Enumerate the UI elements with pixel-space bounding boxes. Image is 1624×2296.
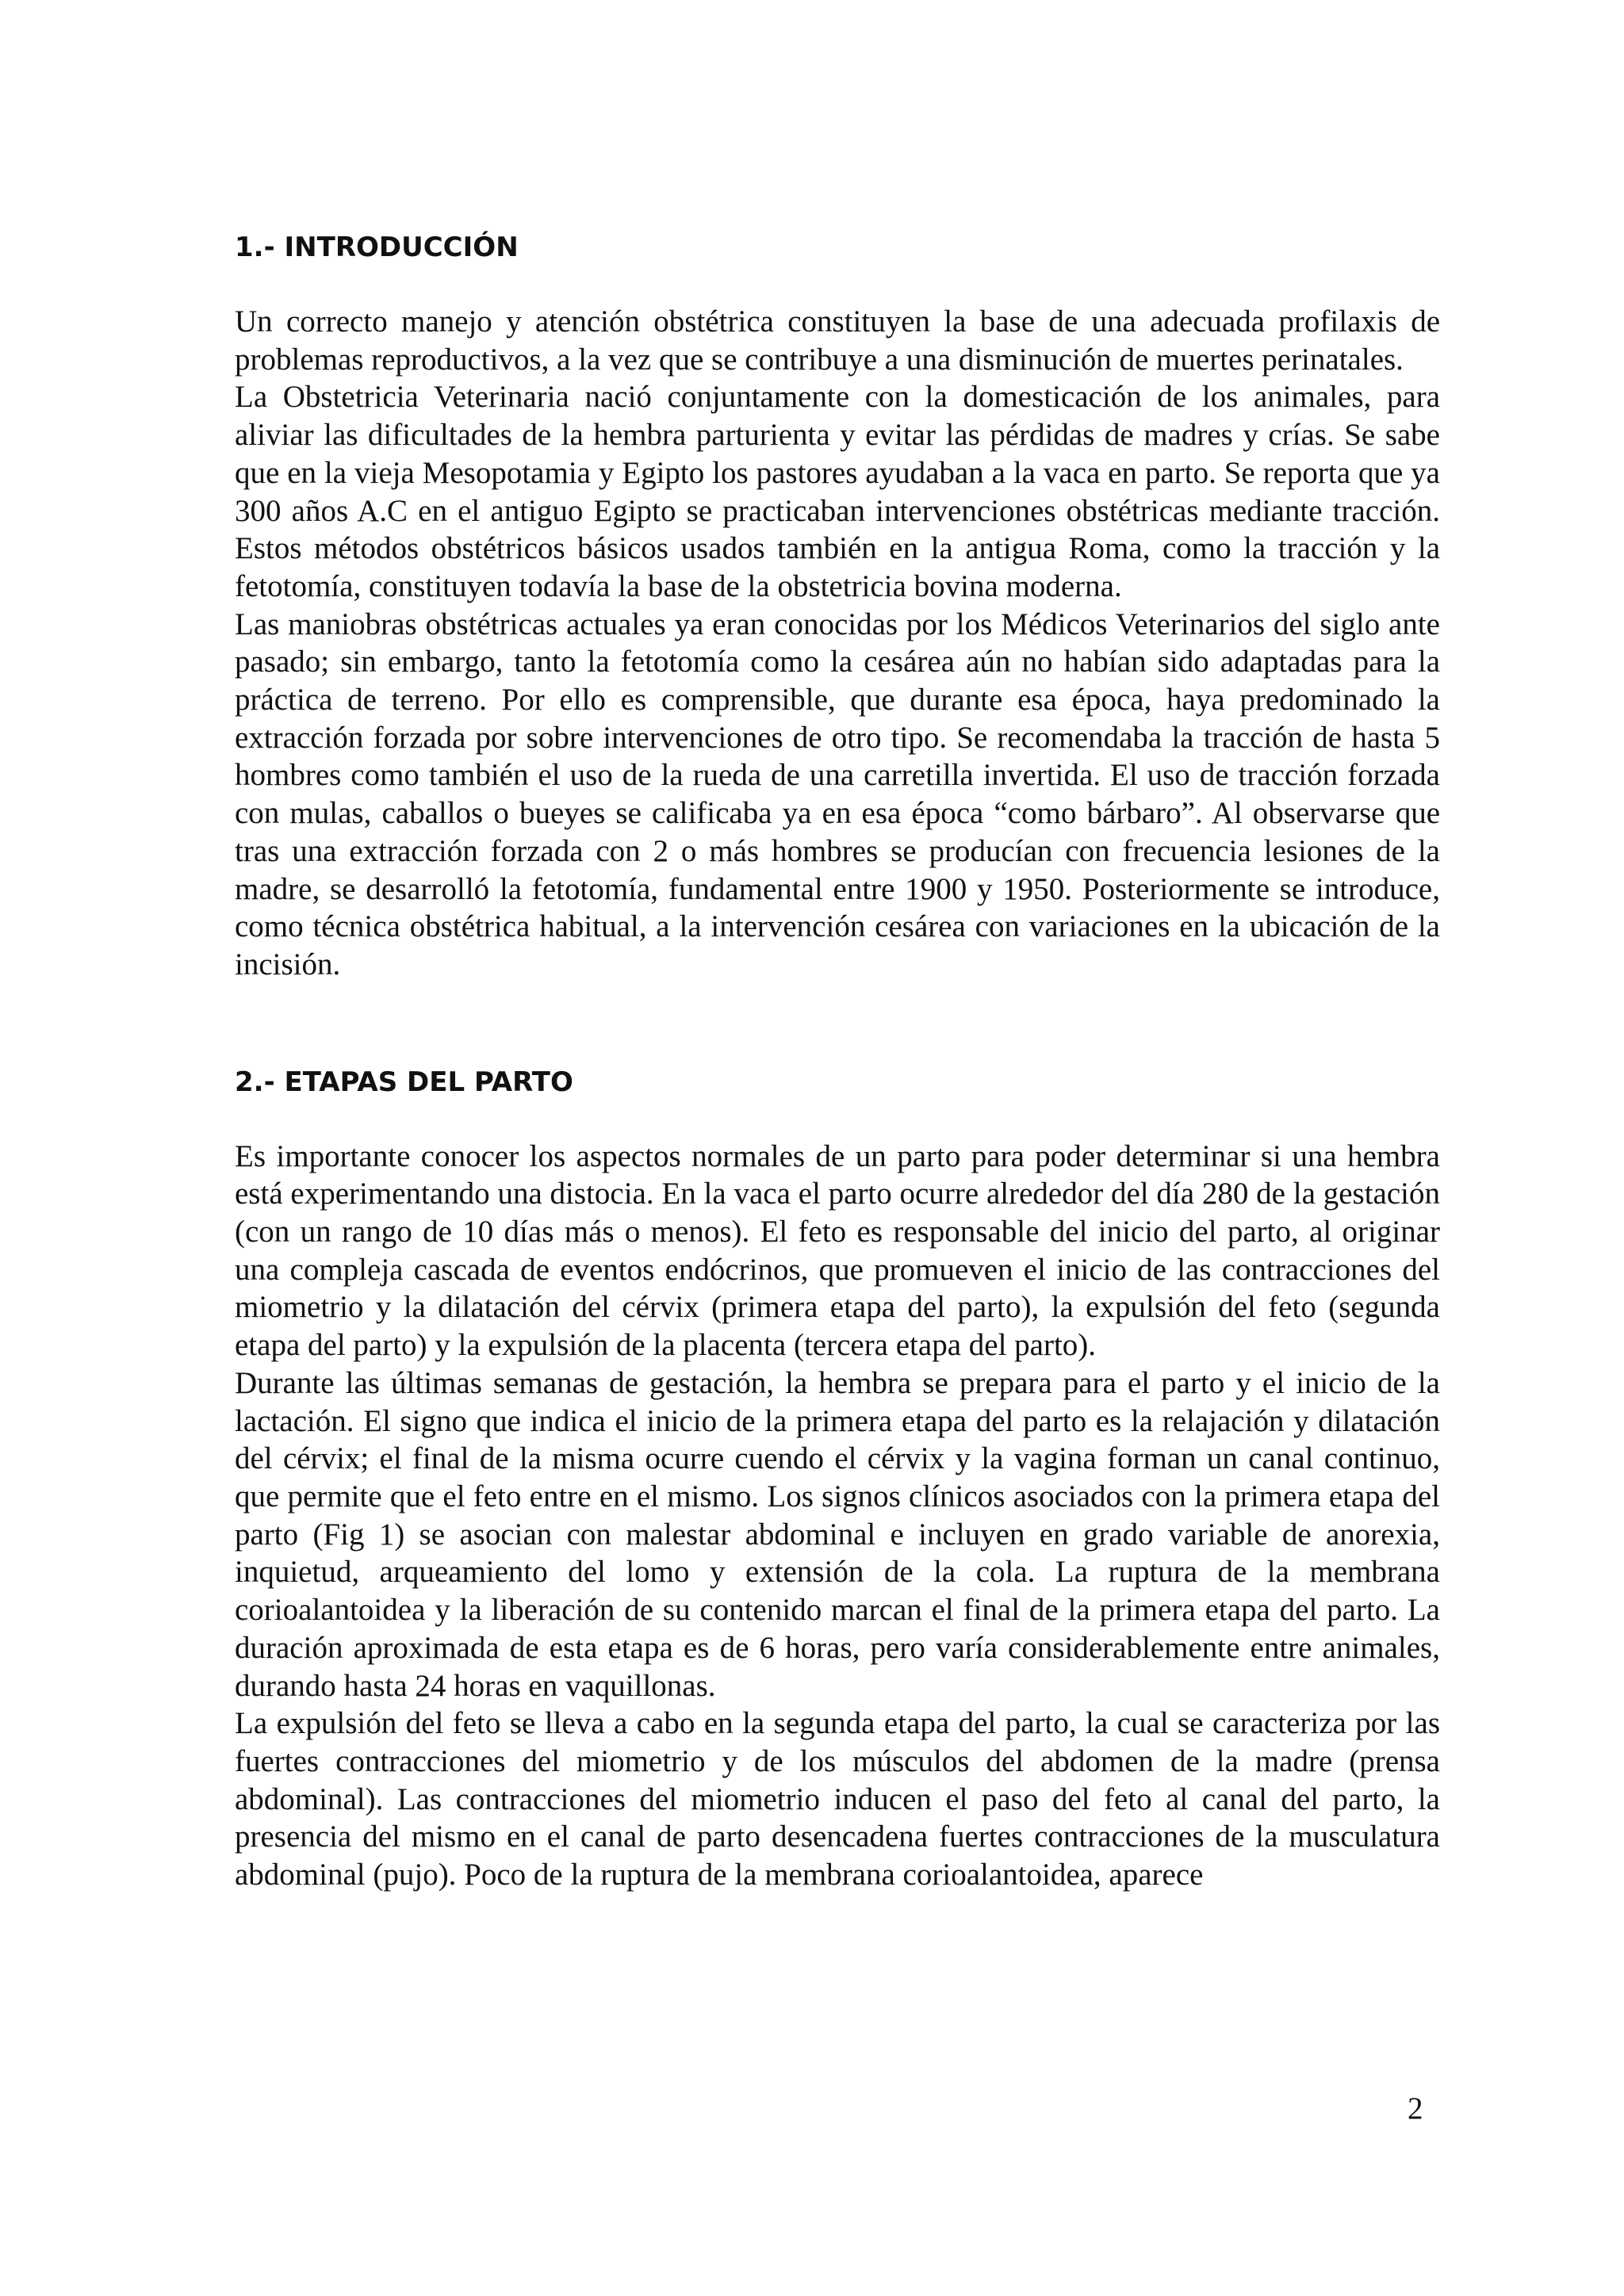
paragraph: La expulsión del feto se lleva a cabo en la segunda etapa del parto, la cual se caracteriza por las fuertes contracciones del miometrio y de los músculos del abdomen de la madre (prensa abdominal). Las contracciones del miometrio inducen el paso del feto al canal del parto, la presencia del mismo en el canal de parto desencadena fuertes contracciones de la musculatura abdominal (pujo). Poco de la ruptura de la membrana corioalantoidea, aparece bbox=[235, 1706, 1440, 1892]
paragraph: Un correcto manejo y atención obstétrica constituyen la base de una adecuada profilaxis de problemas reproductivos, a la vez que se contribuye a una disminución de muertes perinatales. bbox=[235, 304, 1440, 377]
section-body bbox=[235, 303, 1440, 984]
section-introduccion bbox=[235, 228, 1440, 984]
section-etapas-del-parto bbox=[235, 1063, 1440, 1894]
paragraph: Durante las últimas semanas de gestación, la hembra se prepara para el parto y el inicio de la lactación. El signo que indica el inicio de la primera etapa del parto es la relajación y dilatación del cérvix; el final de la misma ocurre cuendo el cérvix y la vagina forman un canal continuo, que permite que el feto entre en el mismo. Los signos clínicos asociados con la primera etapa del parto (Fig 1) se asocian con malestar abdominal e incluyen en grado variable de anorexia, inquietud, arqueamiento del lomo y extensión de la cola. La ruptura de la membrana corioalantoidea y la liberación de su contenido marcan el final de la primera etapa del parto. La duración aproximada de esta etapa es de 6 horas, pero varía considerablemente entre animales, durando hasta 24 horas en vaquillonas. bbox=[235, 1365, 1440, 1703]
paragraph: La Obstetricia Veterinaria nació conjuntamente con la domesticación de los animales, para aliviar las dificultades de la hembra parturienta y evitar las pérdidas de madres y crías. Se sabe que en la vieja Mesopotamia y Egipto los pastores ayudaban a la vaca en parto. Se reporta que ya 300 años A.C en el antiguo Egipto se practicaban intervenciones obstétricas mediante tracción. Estos métodos obstétricos básicos usados también en la antigua Roma, como la tracción y la fetotomía, constituyen todavía la base de la obstetricia bovina moderna. bbox=[235, 380, 1440, 603]
section-body bbox=[235, 1138, 1440, 1894]
page-number: 2 bbox=[1408, 2091, 1423, 2126]
section-heading: 2.- ETAPAS DEL PARTO bbox=[235, 1066, 573, 1098]
paragraph: Es importante conocer los aspectos normales de un parto para poder determinar si una hembra está experimentando una distocia. En la vaca el parto ocurre alrededor del día 280 de la gestación (con un rango de 10 días más o menos). El feto es responsable del inicio del parto, al originar una compleja cascada de eventos endócrinos, que promueven el inicio de las contracciones del miometrio y la dilatación del cérvix (primera etapa del parto), la expulsión del feto (segunda etapa del parto) y la expulsión de la placenta (tercera etapa del parto). bbox=[235, 1138, 1440, 1363]
page-content bbox=[235, 228, 1440, 1894]
paragraph: Las maniobras obstétricas actuales ya eran conocidas por los Médicos Veterinarios del siglo ante pasado; sin embargo, tanto la fetotomía como la cesárea aún no habían sido adaptadas para la práctica de terreno. Por ello es comprensible, que durante esa época, haya predominado la extracción forzada por sobre intervenciones de otro tipo. Se recomendaba la tracción de hasta 5 hombres como también el uso de la rueda de una carretilla invertida. El uso de tracción forzada con mulas, caballos o bueyes se calificaba ya en esa época “como bárbaro”. Al observarse que tras una extracción forzada con 2 o más hombres se producían con frecuencia lesiones de la madre, se desarrolló la fetotomía, fundamental entre 1900 y 1950. Posteriormente se introduce, como técnica obstétrica habitual, a la intervención cesárea con variaciones en la ubicación de la incisión. bbox=[235, 607, 1440, 982]
section-heading: 1.- INTRODUCCIÓN bbox=[235, 232, 519, 263]
